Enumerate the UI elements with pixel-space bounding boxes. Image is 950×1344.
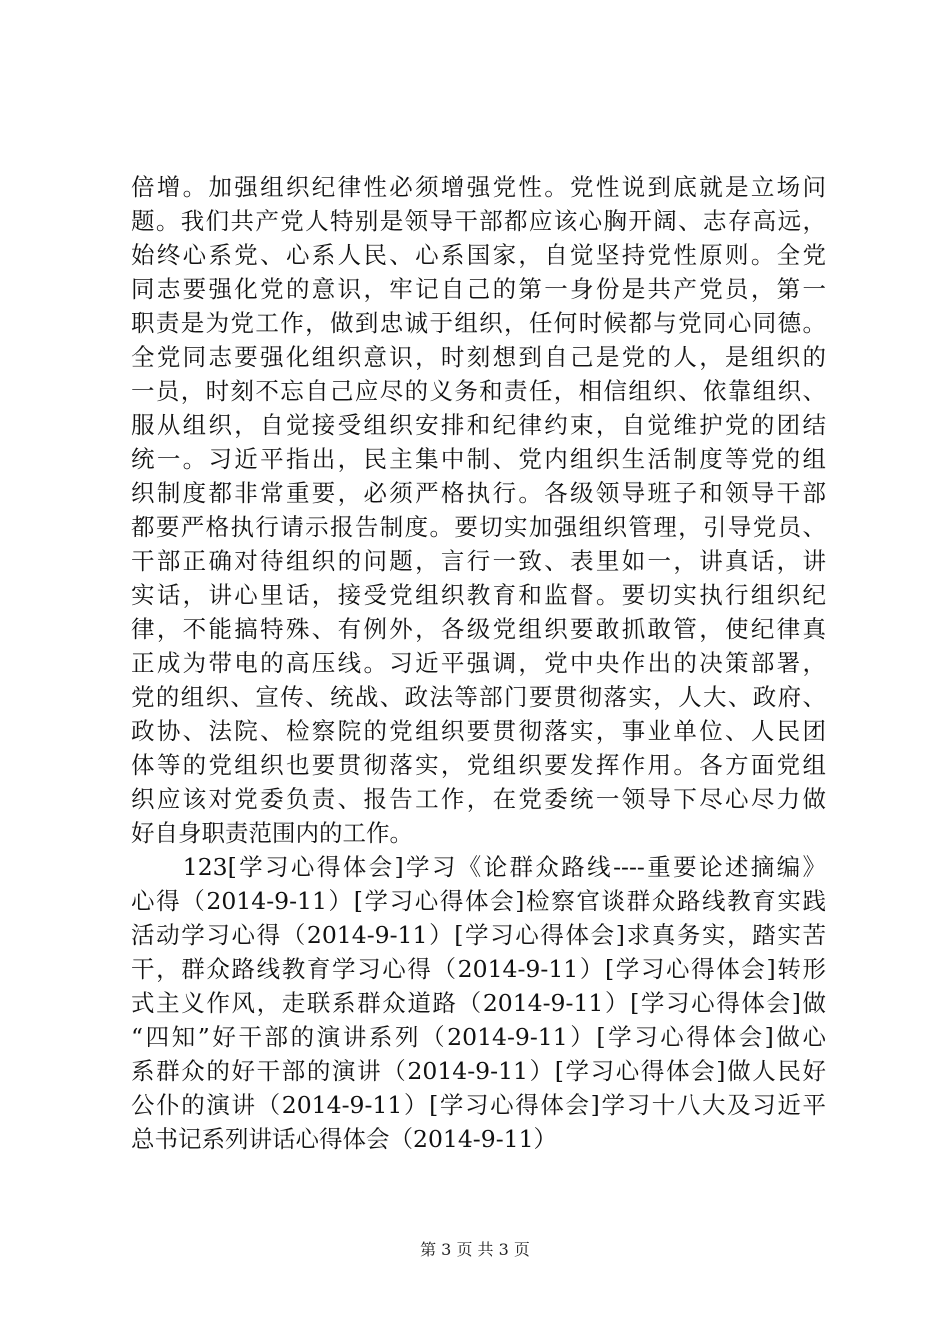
text-line: 式主义作风，走联系群众道路（2014-9-11）[学习心得体会]做 bbox=[131, 989, 826, 1017]
page-number-label: 第 3 页 共 3 页 bbox=[420, 1240, 530, 1259]
text-line: 正成为带电的高压线。习近平强调，党中央作出的决策部署， bbox=[131, 649, 826, 677]
text-line: 公仆的演讲（2014-9-11）[学习心得体会]学习十八大及习近平 bbox=[131, 1091, 826, 1119]
text-line: 同志要强化党的意识，牢记自己的第一身份是共产党员，第一 bbox=[131, 275, 826, 303]
text-line: 心得（2014-9-11）[学习心得体会]检察官谈群众路线教育实践 bbox=[131, 887, 826, 915]
text-line: 好自身职责范围内的工作。 bbox=[131, 819, 413, 847]
text-line: 123[学习心得体会]学习《论群众路线----重要论述摘编》 bbox=[131, 853, 826, 881]
text-line: 题。我们共产党人特别是领导干部都应该心胸开阔、志存高远， bbox=[131, 207, 826, 235]
paragraph-2 bbox=[131, 850, 826, 1156]
text-line: 织制度都非常重要，必须严格执行。各级领导班子和领导干部 bbox=[131, 479, 826, 507]
text-line: 倍增。加强组织纪律性必须增强党性。党性说到底就是立场问 bbox=[131, 173, 826, 201]
text-line: 律，不能搞特殊、有例外，各级党组织要敢抓敢管，使纪律真 bbox=[131, 615, 826, 643]
text-line: 活动学习心得（2014-9-11）[学习心得体会]求真务实，踏实苦 bbox=[131, 921, 826, 949]
text-line: 政协、法院、检察院的党组织要贯彻落实，事业单位、人民团 bbox=[131, 717, 826, 745]
text-line: 统一。习近平指出，民主集中制、党内组织生活制度等党的组 bbox=[131, 445, 826, 473]
text-line: 党的组织、宣传、统战、政法等部门要贯彻落实，人大、政府、 bbox=[131, 683, 826, 711]
text-line: 服从组织，自觉接受组织安排和纪律约束，自觉维护党的团结 bbox=[131, 411, 826, 439]
text-line: 干，群众路线教育学习心得（2014-9-11）[学习心得体会]转形 bbox=[131, 955, 826, 983]
paragraph-1 bbox=[131, 170, 826, 850]
text-line: 始终心系党、心系人民、心系国家，自觉坚持党性原则。全党 bbox=[131, 241, 826, 269]
text-line: 都要严格执行请示报告制度。要切实加强组织管理，引导党员、 bbox=[131, 513, 826, 541]
document-body bbox=[131, 170, 826, 1156]
text-line: “四知”好干部的演讲系列（2014-9-11）[学习心得体会]做心 bbox=[131, 1023, 826, 1051]
text-line: 体等的党组织也要贯彻落实，党组织要发挥作用。各方面党组 bbox=[131, 751, 826, 779]
page-footer bbox=[0, 1238, 950, 1262]
text-line: 实话，讲心里话，接受党组织教育和监督。要切实执行组织纪 bbox=[131, 581, 826, 609]
text-line: 织应该对党委负责、报告工作，在党委统一领导下尽心尽力做 bbox=[131, 785, 826, 813]
text-line: 职责是为党工作，做到忠诚于组织，任何时候都与党同心同德。 bbox=[131, 309, 826, 337]
text-line: 系群众的好干部的演讲（2014-9-11）[学习心得体会]做人民好 bbox=[131, 1057, 826, 1085]
text-line: 总书记系列讲话心得体会（2014-9-11） bbox=[131, 1125, 558, 1153]
text-line: 一员，时刻不忘自己应尽的义务和责任，相信组织、依靠组织、 bbox=[131, 377, 826, 405]
text-line: 干部正确对待组织的问题，言行一致、表里如一，讲真话，讲 bbox=[131, 547, 826, 575]
text-line: 全党同志要强化组织意识，时刻想到自己是党的人，是组织的 bbox=[131, 343, 826, 371]
